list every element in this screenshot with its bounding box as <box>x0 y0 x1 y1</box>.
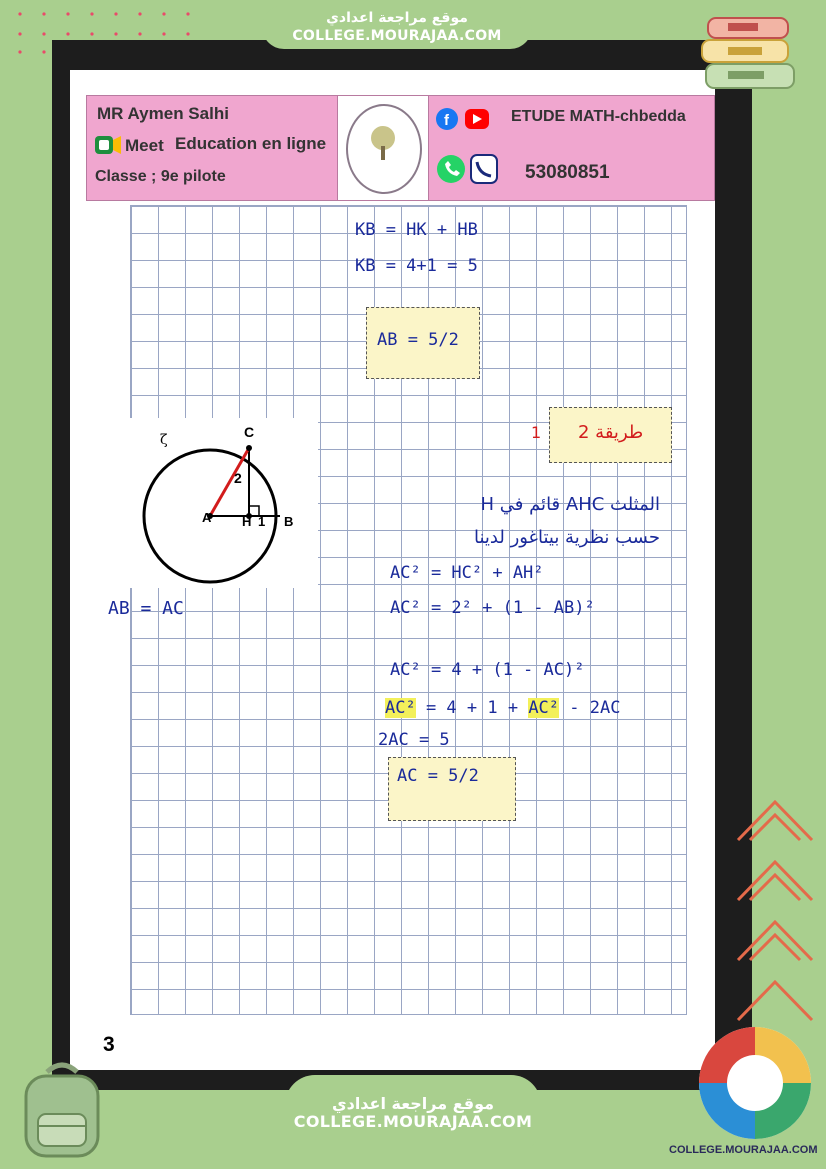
meet-label: Meet <box>125 136 164 155</box>
equation-5: 2AC = 5 <box>378 730 450 750</box>
top-site-banner[interactable] <box>262 5 532 49</box>
label-zeta: ζ <box>160 432 168 448</box>
equation-4-end: - 2AC <box>559 698 621 718</box>
circle-diagram <box>130 418 318 588</box>
ab-equals-ac: AB = AC <box>108 598 184 619</box>
social-icons <box>435 106 491 132</box>
circle-figure <box>130 418 318 588</box>
label-h: H <box>242 514 252 529</box>
label-b: B <box>284 514 294 529</box>
theorem-line-1: المثلث AHC قائم في H <box>480 494 660 515</box>
equation-4 <box>385 698 620 718</box>
method-box <box>549 407 672 463</box>
label-a: A <box>202 510 212 525</box>
footer-site-logo-text: COLLEGE.MOURAJAA.COM <box>669 1144 818 1156</box>
work-line-2: KB = 4+1 = 5 <box>355 256 478 276</box>
teacher-name: MR Aymen Salhi <box>97 104 229 123</box>
tree-icon <box>366 124 400 164</box>
page-number: 3 <box>103 1033 115 1056</box>
bottom-site-domain: COLLEGE.MOURAJAA.COM <box>293 1112 533 1131</box>
bottom-site-arabic-name: موقع مراجعة اعدادي <box>331 1094 495 1113</box>
school-logo <box>337 96 429 200</box>
equation-2: AC² = 2² + (1 - AB)² <box>390 598 595 618</box>
bottom-site-banner[interactable] <box>285 1075 541 1155</box>
class-label: Classe ; 9e pilote <box>95 168 226 185</box>
label-2: 2 <box>234 470 242 486</box>
education-label: Education en ligne <box>175 134 327 153</box>
site-arabic-name: موقع مراجعة اعدادي <box>326 10 468 26</box>
work-line-1: KB = HK + HB <box>355 220 478 240</box>
equation-1: AC² = HC² + AH² <box>390 563 544 583</box>
result-box-ab <box>366 307 480 379</box>
site-logo-icon <box>694 1022 816 1144</box>
result-box-ac <box>388 757 516 821</box>
backpack-icon <box>12 1060 112 1160</box>
method-label: طريقة 2 <box>578 422 644 443</box>
equation-4-mid: = 4 + 1 + <box>415 698 529 718</box>
teacher-header <box>86 95 715 201</box>
phone-number: 53080851 <box>525 162 610 183</box>
highlight-ac2-right: AC² <box>528 698 560 718</box>
contact-icons <box>435 152 499 186</box>
site-domain: COLLEGE.MOURAJAA.COM <box>292 28 502 44</box>
theorem-line-2: حسب نظرية بيتاغور لدينا <box>473 527 660 548</box>
equation-3: AC² = 4 + (1 - AC)² <box>390 660 585 680</box>
channel-name: ETUDE MATH-chbedda <box>511 108 686 125</box>
highlight-ac2-left: AC² <box>385 698 416 718</box>
chevron-decoration <box>732 790 818 1030</box>
label-c: C <box>244 424 255 440</box>
books-icon <box>698 12 802 94</box>
meet-icon <box>95 134 121 156</box>
result-ab: AB = 5/2 <box>377 330 459 350</box>
result-ac: AC = 5/2 <box>397 766 479 786</box>
label-1: 1 <box>258 514 266 529</box>
svg-text:f: f <box>444 112 449 129</box>
method-number: 1 <box>531 423 542 442</box>
